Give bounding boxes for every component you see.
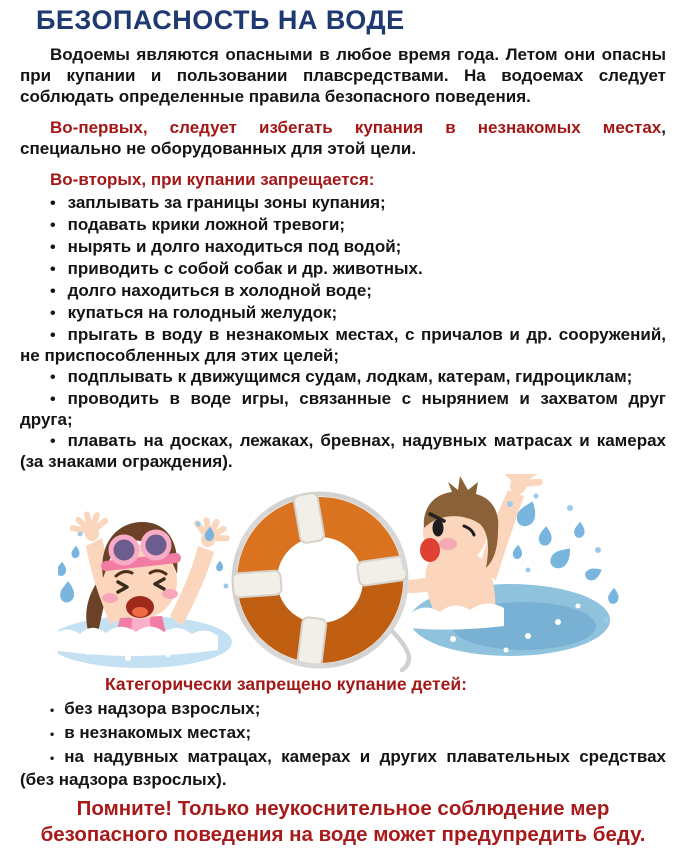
bullet-icon — [50, 367, 68, 386]
list-item — [20, 431, 666, 472]
list-item — [20, 281, 666, 302]
bullet-icon — [50, 747, 64, 766]
list-item — [20, 193, 666, 214]
list-item-text: купаться на голодный желудок; — [67, 303, 338, 322]
list-item-text: заплывать за границы зоны купания; — [67, 193, 386, 212]
list-item — [20, 303, 666, 324]
list-item-text: прыгать в воду в незнакомых местах, с причалов и др. сооружений, не приспособленных для этих целей; — [20, 325, 666, 365]
list-item — [20, 237, 666, 258]
prohibited-list — [20, 193, 666, 472]
list-item-text: подплывать к движущимся судам, лодкам, катерам, гидроциклам; — [67, 367, 633, 386]
illustration-children-life-ring — [58, 474, 628, 672]
bullet-icon — [50, 431, 68, 450]
intro-paragraph: Водоемы являются опасными в любое время года. Летом они опасны при купании и пользовании плавсредствами. На водоемах следует соблюдать определенные правила безопасного поведения. — [20, 45, 666, 106]
list-item — [20, 215, 666, 236]
bullet-icon — [50, 303, 68, 322]
bullet-icon — [50, 237, 68, 256]
bullet-icon — [50, 193, 68, 212]
list-item — [20, 746, 666, 790]
secondly-heading: Во-вторых, при купании запрещается: — [50, 170, 375, 189]
bullet-icon — [50, 259, 68, 278]
list-item — [20, 698, 666, 721]
list-item — [20, 325, 666, 366]
list-item-text: на надувных матрацах, камерах и других плавательных средствах (без надзора взрослых). — [20, 747, 666, 789]
firstly-black-text: , специально не оборудованных для этой цели. — [20, 118, 666, 158]
firstly-paragraph — [20, 117, 666, 159]
bullet-icon — [50, 699, 64, 718]
footer-warning — [20, 796, 666, 848]
children-ban-heading: Категорически запрещено купание детей: — [105, 674, 467, 694]
children-in-water-illustration — [58, 474, 628, 672]
bullet-icon — [50, 389, 68, 408]
list-item — [20, 389, 666, 430]
list-item-text: проводить в воде игры, связанные с нырянием и захватом друг друга; — [20, 389, 666, 429]
list-item-text: нырять и долго находиться под водой; — [67, 237, 402, 256]
list-item-text: долго находиться в холодной воде; — [67, 281, 372, 300]
bullet-icon — [50, 325, 68, 344]
footer-warning-line2: безопасного поведения на воде может предупредить беду. — [40, 823, 646, 846]
bullet-icon — [50, 281, 68, 300]
list-item — [20, 367, 666, 388]
bullet-icon — [50, 723, 64, 742]
page-title: БЕЗОПАСНОСТЬ НА ВОДЕ — [36, 5, 405, 35]
list-item-text: приводить с собой собак и др. животных. — [67, 259, 423, 278]
list-item-text: в незнакомых местах; — [64, 723, 252, 742]
footer-warning-line1: Помните! Только неукоснительное соблюдение мер — [76, 797, 610, 820]
list-item-text: без надзора взрослых; — [64, 699, 261, 718]
list-item — [20, 259, 666, 280]
life-ring-icon — [232, 492, 409, 670]
bullet-icon — [50, 215, 68, 234]
list-item — [20, 722, 666, 745]
list-item-text: подавать крики ложной тревоги; — [67, 215, 346, 234]
list-item-text: плавать на досках, лежаках, бревнах, надувных матрасах и камерах (за знаками ограждения). — [20, 431, 666, 471]
firstly-red-text: Во-первых, следует избегать купания в незнакомых местах — [50, 118, 662, 137]
children-ban-list — [20, 698, 666, 790]
